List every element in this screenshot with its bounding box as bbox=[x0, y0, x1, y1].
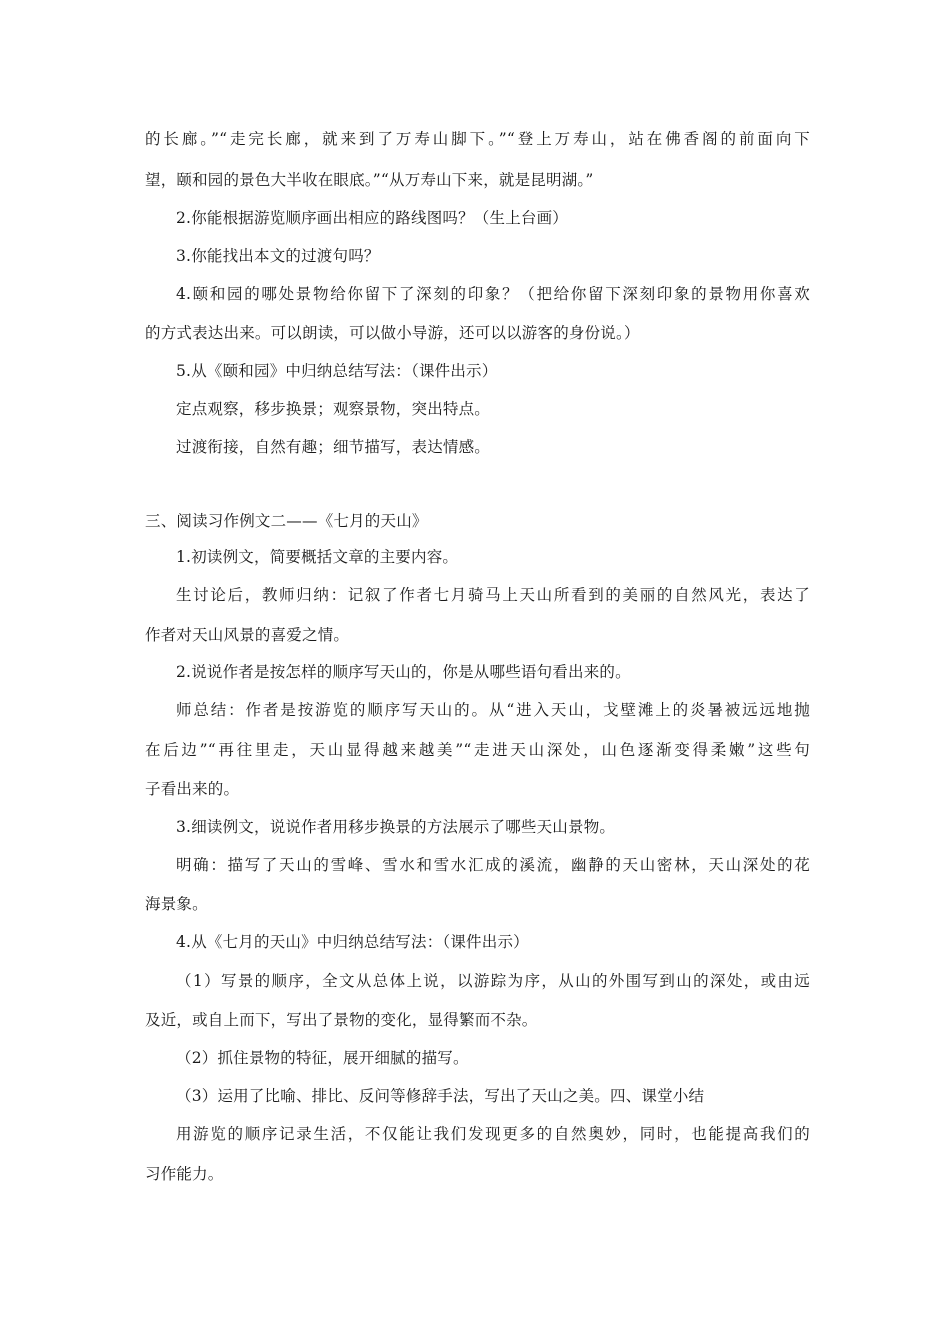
text-line: 生讨论后，教师归纳：记叙了作者七月骑马上天山所看到的美丽的自然风光，表达了 bbox=[176, 586, 810, 604]
text-line: 用游览的顺序记录生活，不仅能让我们发现更多的自然奥妙，同时，也能提高我们的 bbox=[176, 1125, 810, 1143]
text-line: 师总结：作者是按游览的顺序写天山的。从“进入天山，戈壁滩上的炎暑被远远地抛 bbox=[176, 701, 810, 719]
text-line: 海景象。 bbox=[145, 895, 208, 913]
text-line: （2）抓住景物的特征，展开细腻的描写。 bbox=[176, 1049, 469, 1067]
text-line: 作者对天山风景的喜爱之情。 bbox=[145, 626, 350, 644]
text-line: 明确：描写了天山的雪峰、雪水和雪水汇成的溪流，幽静的天山密林，天山深处的花 bbox=[176, 856, 810, 874]
text-line: 5.从《颐和园》中归纳总结写法：（课件出示） bbox=[176, 362, 498, 380]
text-line: 望，颐和园的景色大半收在眼底。”“从万寿山下来，就是昆明湖。” bbox=[145, 171, 594, 189]
text-line: 子看出来的。 bbox=[145, 780, 240, 798]
text-line: 1.初读例文，简要概括文章的主要内容。 bbox=[176, 548, 459, 566]
text-line: 2.说说作者是按怎样的顺序写天山的，你是从哪些语句看出来的。 bbox=[176, 663, 631, 681]
text-line: 4.从《七月的天山》中归纳总结写法：（课件出示） bbox=[176, 933, 529, 951]
text-line: （1）写景的顺序，全文从总体上说，以游踪为序，从山的外围写到山的深处，或由远 bbox=[176, 972, 810, 990]
text-line: 4.颐和园的哪处景物给你留下了深刻的印象？（把给你留下深刻印象的景物用你喜欢 bbox=[176, 285, 810, 303]
text-line: 的方式表达出来。可以朗读，可以做小导游，还可以以游客的身份说。） bbox=[145, 324, 640, 342]
text-line: 及近，或自上而下，写出了景物的变化，显得繁而不杂。 bbox=[145, 1011, 538, 1029]
text-line: 的长廊。”“走完长廊，就来到了万寿山脚下。”“登上万寿山，站在佛香阁的前面向下 bbox=[145, 130, 810, 148]
text-line: 定点观察，移步换景；观察景物，突出特点。 bbox=[176, 400, 491, 418]
text-line: 3.你能找出本文的过渡句吗？ bbox=[176, 247, 380, 265]
text-line: 习作能力。 bbox=[145, 1165, 224, 1183]
text-line: 过渡衔接，自然有趣；细节描写，表达情感。 bbox=[176, 438, 491, 456]
section-heading: 三、阅读习作例文二——《七月的天山》 bbox=[145, 512, 428, 530]
text-line: 2.你能根据游览顺序画出相应的路线图吗？（生上台画） bbox=[176, 209, 568, 227]
text-line: 在后边”“再往里走，天山显得越来越美”“走进天山深处，山色逐渐变得柔嫩”这些句 bbox=[145, 741, 810, 759]
text-line: 3.细读例文，说说作者用移步换景的方法展示了哪些天山景物。 bbox=[176, 818, 616, 836]
text-line: （3）运用了比喻、排比、反问等修辞手法，写出了天山之美。四、课堂小结 bbox=[176, 1087, 705, 1105]
